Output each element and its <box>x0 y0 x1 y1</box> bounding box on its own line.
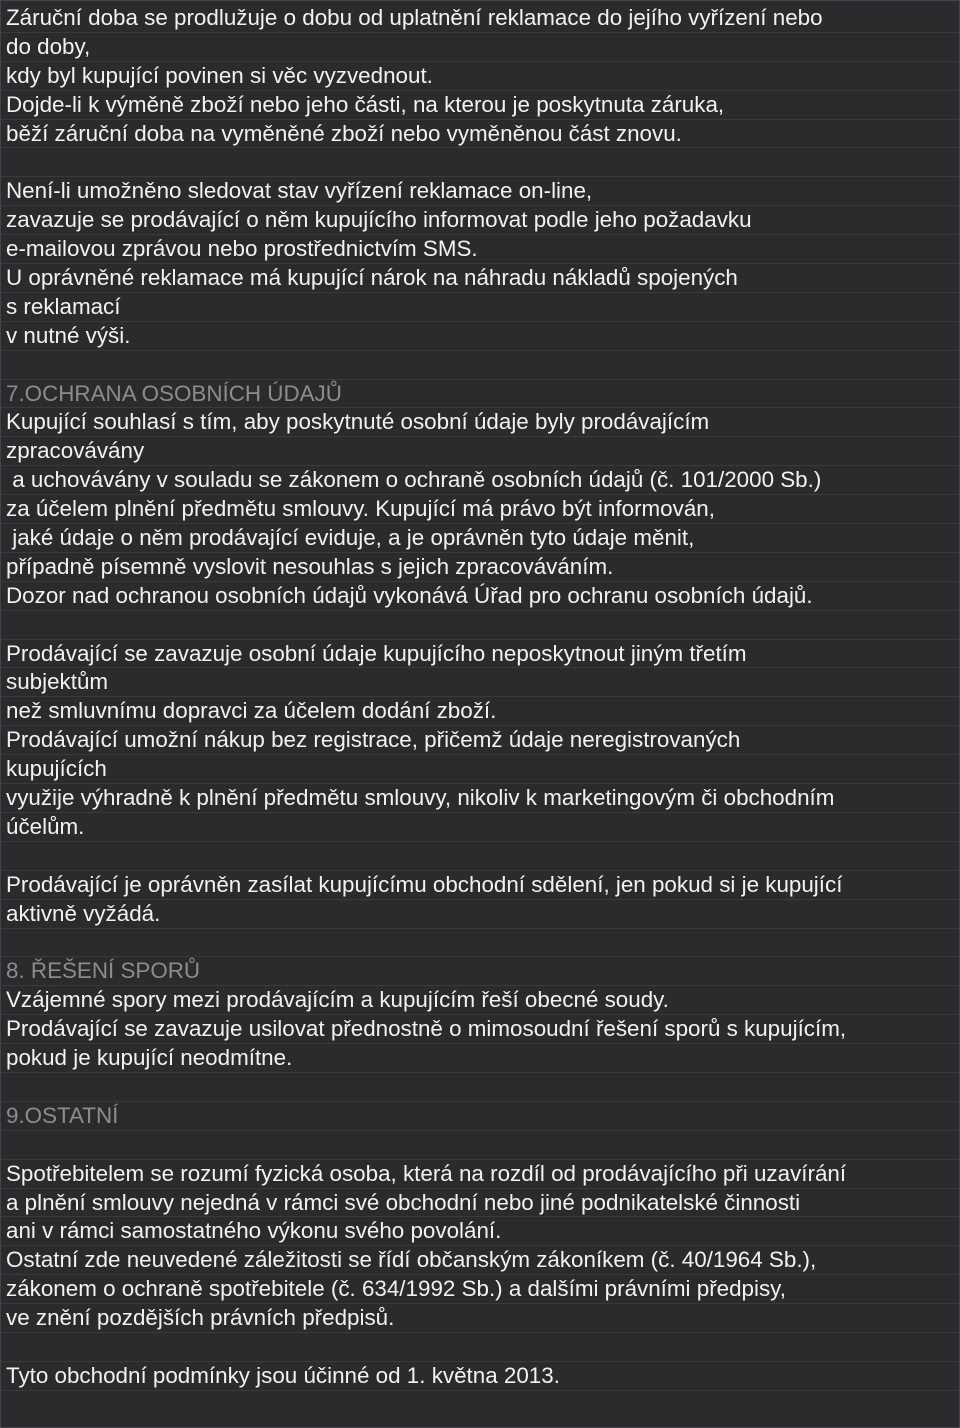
text-line: Spotřebitelem se rozumí fyzická osoba, která na rozdíl od prodávajícího při uzavírání <box>1 1160 959 1189</box>
text-line: zavazuje se prodávající o něm kupujícího informovat podle jeho požadavku <box>1 206 959 235</box>
text-line: kupujících <box>1 755 959 784</box>
text-line: Ostatní zde neuvedené záležitosti se řídí občanským zákoníkem (č. 40/1964 Sb.), <box>1 1246 959 1275</box>
section-heading: 7.OCHRANA OSOBNÍCH ÚDAJŮ <box>1 380 959 409</box>
blank-line <box>1 929 959 958</box>
blank-line <box>1 611 959 640</box>
blank-line <box>1 148 959 177</box>
blank-line <box>1 1333 959 1362</box>
text-line: v nutné výši. <box>1 322 959 351</box>
text-line: za účelem plnění předmětu smlouvy. Kupující má právo být informován, <box>1 495 959 524</box>
text-line: Vzájemné spory mezi prodávajícím a kupujícím řeší obecné soudy. <box>1 986 959 1015</box>
text-line: subjektům <box>1 668 959 697</box>
blank-line <box>1 1131 959 1160</box>
text-line: účelům. <box>1 813 959 842</box>
text-line: aktivně vyžádá. <box>1 900 959 929</box>
text-line: případně písemně vyslovit nesouhlas s jejich zpracováváním. <box>1 553 959 582</box>
text-line: ani v rámci samostatného výkonu svého povolání. <box>1 1217 959 1246</box>
text-line: s reklamací <box>1 293 959 322</box>
blank-line <box>1 842 959 871</box>
text-line: Dozor nad ochranou osobních údajů vykonává Úřad pro ochranu osobních údajů. <box>1 582 959 611</box>
text-line: do doby, <box>1 33 959 62</box>
text-line: Kupující souhlasí s tím, aby poskytnuté osobní údaje byly prodávajícím <box>1 408 959 437</box>
text-line: a uchovávány v souladu se zákonem o ochraně osobních údajů (č. 101/2000 Sb.) <box>1 466 959 495</box>
text-line: běží záruční doba na vyměněné zboží nebo vyměněnou část znovu. <box>1 120 959 149</box>
blank-line <box>1 1073 959 1102</box>
text-line: Dojde-li k výměně zboží nebo jeho části, na kterou je poskytnuta záruka, <box>1 91 959 120</box>
text-line: než smluvnímu dopravci za účelem dodání zboží. <box>1 697 959 726</box>
text-line: využije výhradně k plnění předmětu smlouvy, nikoliv k marketingovým či obchodním <box>1 784 959 813</box>
text-line: e-mailovou zprávou nebo prostřednictvím SMS. <box>1 235 959 264</box>
section-heading: 9.OSTATNÍ <box>1 1102 959 1131</box>
text-line: Prodávající je oprávněn zasílat kupujícímu obchodní sdělení, jen pokud si je kupující <box>1 871 959 900</box>
text-line: kdy byl kupující povinen si věc vyzvednout. <box>1 62 959 91</box>
section-heading: 8. ŘEŠENÍ SPORŮ <box>1 957 959 986</box>
text-line: zpracovávány <box>1 437 959 466</box>
text-line: Tyto obchodní podmínky jsou účinné od 1. května 2013. <box>1 1362 959 1391</box>
blank-line <box>1 351 959 380</box>
text-line: pokud je kupující neodmítne. <box>1 1044 959 1073</box>
text-line: Záruční doba se prodlužuje o dobu od uplatnění reklamace do jejího vyřízení nebo <box>1 4 959 33</box>
text-line: Prodávající umožní nákup bez registrace, přičemž údaje neregistrovaných <box>1 726 959 755</box>
text-line: ve znění pozdějších právních předpisů. <box>1 1304 959 1333</box>
text-line: U oprávněné reklamace má kupující nárok na náhradu nákladů spojených <box>1 264 959 293</box>
text-line: jaké údaje o něm prodávající eviduje, a je oprávněn tyto údaje měnit, <box>1 524 959 553</box>
text-line: Není-li umožněno sledovat stav vyřízení reklamace on-line, <box>1 177 959 206</box>
text-line: Prodávající se zavazuje osobní údaje kupujícího neposkytnout jiným třetím <box>1 640 959 669</box>
text-line: Prodávající se zavazuje usilovat přednostně o mimosoudní řešení sporů s kupujícím, <box>1 1015 959 1044</box>
text-line: zákonem o ochraně spotřebitele (č. 634/1992 Sb.) a dalšími právními předpisy, <box>1 1275 959 1304</box>
text-line: a plnění smlouvy nejedná v rámci své obchodní nebo jiné podnikatelské činnosti <box>1 1189 959 1218</box>
